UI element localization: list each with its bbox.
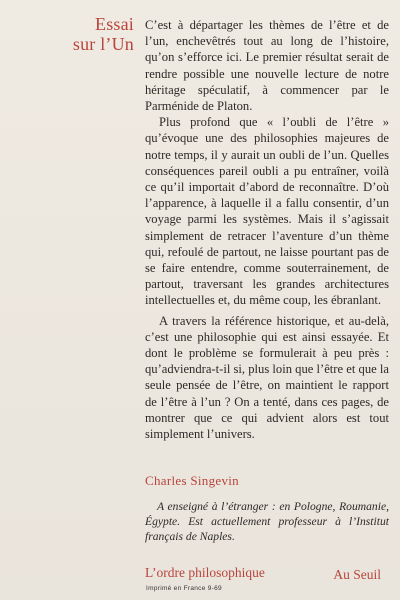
series-name: L’ordre philosophique bbox=[145, 565, 265, 580]
blurb-paragraph-1: C’est à départager les thèmes de l’être et de l’un, enchevêtrés tout au long de l’histoire, qu’on s’efforce ici. Le premier résultat serait de rendre possible une nouvelle lecture de notre héritage spéculatif, à commencer par le Parménide de Platon. bbox=[145, 18, 389, 114]
book-title bbox=[64, 14, 134, 54]
blurb-paragraph-3: A travers la référence historique, et au-delà, c’est une philosophie qui est ainsi essayée. Et dont le problème se formulerait à peu près : qu’adviendra-t-il si, plus loin que l’être et que la seule pensée de l’être, on maintient le rapport de l’être à l’un ? On a tenté, dans ces pages, de montrer que ce qui advient alors est tout simplement l’univers. bbox=[145, 313, 389, 442]
publisher-name: Au Seuil bbox=[333, 567, 381, 582]
blurb-paragraph-2: Plus profond que « l’oubli de l’être » qu’évoque une des philosophies majeures de notre temps, il y aurait un oubli de l’un. Quelles conséquences pareil oubli a pu entraîner, voilà ce qu’il importait d’abord de reconnaître. D’où l’apparence, à laquelle il a fallu consentir, d’un voyage parmi les systèmes. Mais il s’agissait simplement de retracer l’aventure d’un thème qui, refoulé de partout, ne laisse pourtant pas de se faire entendre, comme souterrainement, de partout, traversant les grandes architectures intellectuelles et, du même coup, les ébranlant. bbox=[145, 115, 389, 308]
author-bio: A enseigné à l’étranger : en Pologne, Roumanie, Égypte. Est actuellement professeur à l’Institut français de Naples. bbox=[145, 500, 389, 543]
printing-note: Imprimé en France 9-69 bbox=[146, 585, 222, 592]
author-name: Charles Singevin bbox=[145, 473, 239, 488]
blurb-text bbox=[145, 17, 389, 442]
book-title-line-2: sur l’Un bbox=[72, 34, 134, 54]
book-title-line-1: Essai bbox=[95, 14, 134, 34]
